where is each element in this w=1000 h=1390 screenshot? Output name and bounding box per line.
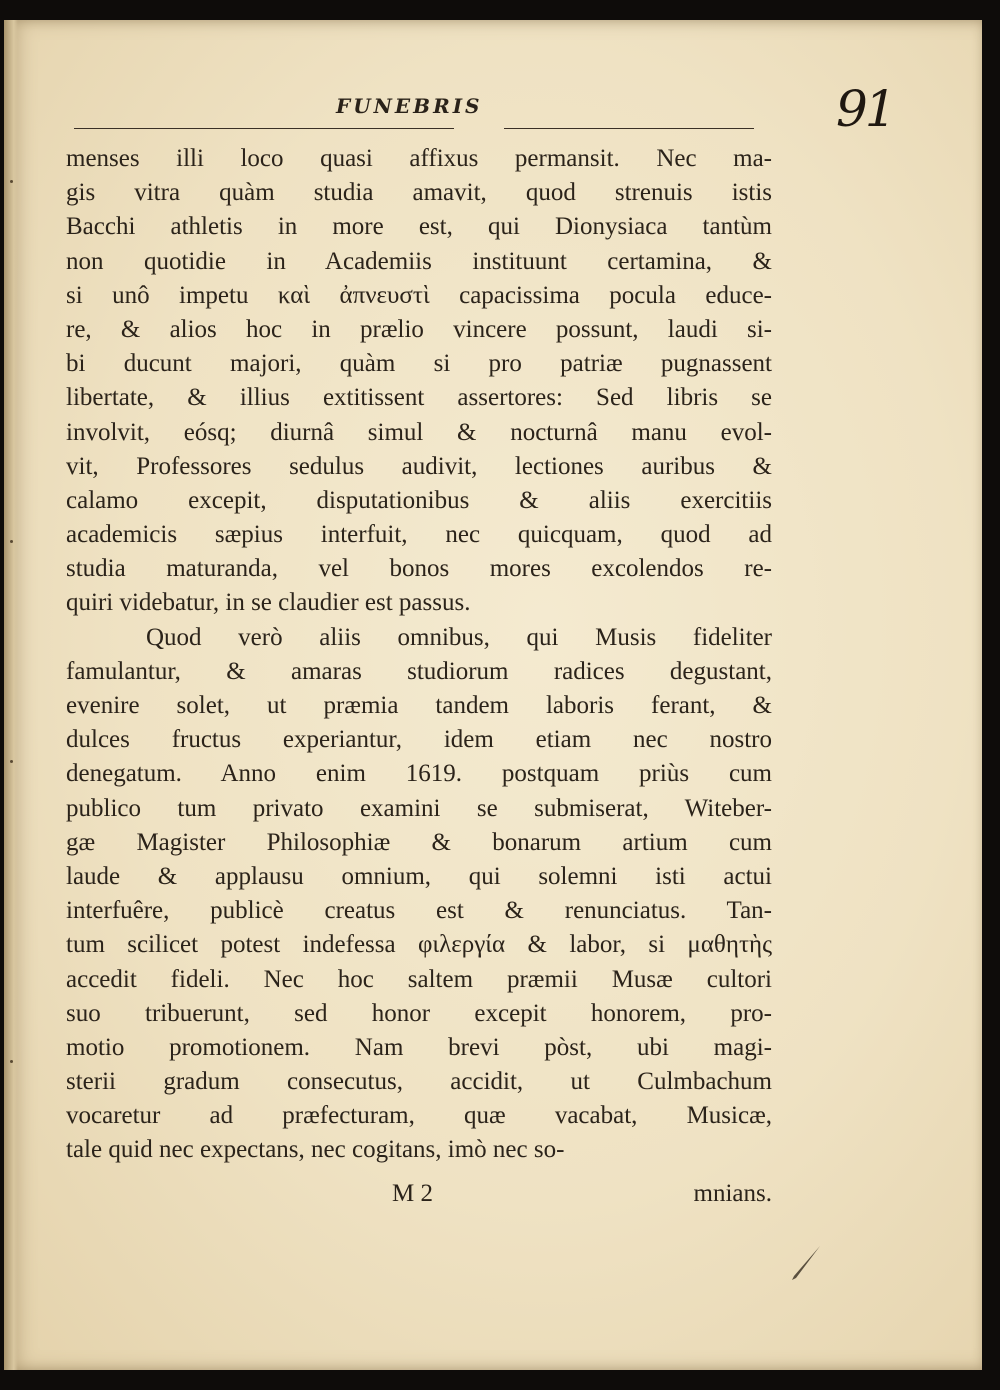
text-line: quiri videbatur, in se claudier est passus. bbox=[66, 589, 471, 617]
text-line: non quotidie in Academiis instituunt certamina, & bbox=[66, 247, 772, 275]
text-line: studia maturanda, vel bonos mores excolendos re- bbox=[66, 555, 772, 583]
text-line: sterii gradum consecutus, accidit, ut Culmbachum bbox=[66, 1068, 772, 1096]
text-line: vit, Professores sedulus audivit, lectiones auribus & bbox=[66, 452, 772, 480]
running-head: FUNEBRIS bbox=[336, 94, 483, 118]
text-line: publico tum privato examini se submiserat, Witeber- bbox=[66, 794, 772, 822]
text-line: Quod verò aliis omnibus, qui Musis fideliter bbox=[146, 623, 772, 651]
catchword: mnians. bbox=[693, 1180, 772, 1207]
text-line: tale quid nec expectans, nec cogitans, imò nec so- bbox=[66, 1136, 565, 1164]
signature-mark: M 2 bbox=[392, 1180, 433, 1207]
body-text bbox=[66, 142, 772, 1168]
paper-sheet bbox=[4, 20, 982, 1370]
text-line: si unô impetu καὶ ἀπνευστὶ capacissima pocula educe- bbox=[66, 281, 772, 309]
text-line: Bacchi athletis in more est, qui Dionysiaca tantùm bbox=[66, 213, 772, 241]
text-line: menses illi loco quasi affixus permansit. Nec ma- bbox=[66, 145, 772, 172]
text-line: motio promotionem. Nam brevi pòst, ubi magi- bbox=[66, 1033, 772, 1061]
text-line: re, & alios hoc in prælio vincere possunt, laudi si- bbox=[66, 315, 772, 343]
text-line: gæ Magister Philosophiæ & bonarum artium cum bbox=[66, 828, 772, 856]
pen-mark-icon bbox=[786, 1242, 826, 1282]
page-header bbox=[74, 92, 754, 132]
text-line: calamo excepit, disputationibus & aliis exercitiis bbox=[66, 486, 772, 514]
text-line: famulantur, & amaras studiorum radices degustant, bbox=[66, 657, 772, 685]
text-line: laude & applausu omnium, qui solemni isti actui bbox=[66, 862, 772, 890]
text-line: evenire solet, ut præmia tandem laboris ferant, & bbox=[66, 692, 772, 719]
text-line: vocaretur ad præfecturam, quæ vacabat, Musicæ, bbox=[66, 1102, 772, 1130]
edge-speck bbox=[10, 1060, 13, 1063]
edge-speck bbox=[10, 540, 13, 543]
text-line: bi ducunt majori, quàm si pro patriæ pugnassent bbox=[66, 350, 772, 378]
text-line: tum scilicet potest indefessa φιλεργία & labor, si μαθητὴς bbox=[66, 931, 772, 959]
page-footer bbox=[66, 1180, 772, 1216]
text-line: academicis sæpius interfuit, nec quicquam, quod ad bbox=[66, 521, 772, 549]
text-line: gis vitra quàm studia amavit, quod strenuis istis bbox=[66, 179, 772, 207]
text-line: interfuêre, publicè creatus est & renunciatus. Tan- bbox=[66, 897, 772, 925]
header-rule-left bbox=[74, 128, 454, 129]
edge-speck bbox=[10, 760, 13, 763]
edge-speck bbox=[10, 180, 13, 183]
text-line: dulces fructus experiantur, idem etiam nec nostro bbox=[66, 726, 772, 754]
text-line: denegatum. Anno enim 1619. postquam priùs cum bbox=[66, 760, 772, 788]
binding-gutter bbox=[4, 20, 18, 1370]
text-line: accedit fideli. Nec hoc saltem præmii Musæ cultori bbox=[66, 965, 772, 993]
text-line: suo tribuerunt, sed honor excepit honorem, pro- bbox=[66, 999, 772, 1027]
text-line: involvit, eósq; diurnâ simul & nocturnâ manu evol- bbox=[66, 418, 772, 446]
page-number: 91 bbox=[836, 80, 894, 138]
text-line: libertate, & illius extitissent assertores: Sed libris se bbox=[66, 384, 772, 412]
header-rule-right bbox=[504, 128, 754, 129]
